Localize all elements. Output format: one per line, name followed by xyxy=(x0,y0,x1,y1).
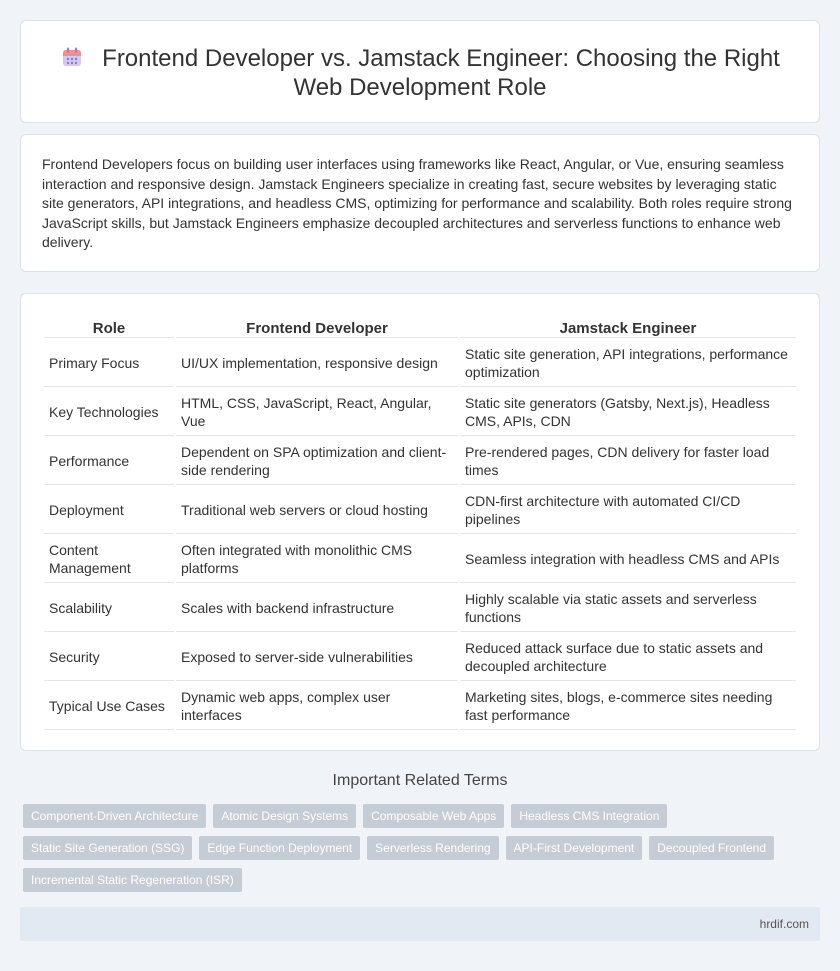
related-term-tag[interactable]: Atomic Design Systems xyxy=(213,804,356,828)
page-title xyxy=(21,44,819,102)
jamstack-cell: Marketing sites, blogs, e-commerce sites needing fast performance xyxy=(460,683,796,730)
jamstack-cell: Highly scalable via static assets and serverless functions xyxy=(460,585,796,632)
table-row xyxy=(44,536,796,583)
intro-card xyxy=(20,134,820,272)
row-label: Primary Focus xyxy=(44,340,174,387)
row-label: Scalability xyxy=(44,585,174,632)
comparison-card xyxy=(20,293,820,751)
table-row xyxy=(44,389,796,436)
frontend-cell: Scales with backend infrastructure xyxy=(176,585,458,632)
jamstack-cell: Reduced attack surface due to static assets and decoupled architecture xyxy=(460,634,796,681)
table-row xyxy=(44,683,796,730)
frontend-cell: Dependent on SPA optimization and client-side rendering xyxy=(176,438,458,485)
table-row xyxy=(44,438,796,485)
frontend-cell: Traditional web servers or cloud hosting xyxy=(176,487,458,534)
related-term-tag[interactable]: Edge Function Deployment xyxy=(199,836,360,860)
related-term-tag[interactable]: Incremental Static Regeneration (ISR) xyxy=(23,868,242,892)
calendar-icon xyxy=(60,45,84,69)
header-jamstack-engineer: Jamstack Engineer xyxy=(460,317,796,338)
table-row xyxy=(44,585,796,632)
frontend-cell: Dynamic web apps, complex user interfaces xyxy=(176,683,458,730)
row-label: Performance xyxy=(44,438,174,485)
title-card xyxy=(20,20,820,123)
comparison-table xyxy=(42,315,798,732)
table-header-row xyxy=(44,317,796,338)
header-role: Role xyxy=(44,317,174,338)
frontend-cell: Exposed to server-side vulnerabilities xyxy=(176,634,458,681)
related-term-tag[interactable]: Composable Web Apps xyxy=(363,804,504,828)
title-line-2: Web Development Role xyxy=(293,74,547,101)
related-terms-list xyxy=(23,804,803,900)
row-label: Content Management xyxy=(44,536,174,583)
related-term-tag[interactable]: API-First Development xyxy=(506,836,643,860)
table-row xyxy=(44,487,796,534)
frontend-cell: UI/UX implementation, responsive design xyxy=(176,340,458,387)
jamstack-cell: Static site generation, API integrations, performance optimization xyxy=(460,340,796,387)
related-term-tag[interactable]: Component-Driven Architecture xyxy=(23,804,206,828)
jamstack-cell: Pre-rendered pages, CDN delivery for faster load times xyxy=(460,438,796,485)
related-term-tag[interactable]: Headless CMS Integration xyxy=(511,804,667,828)
footer-site-link[interactable]: hrdif.com xyxy=(759,917,809,931)
related-term-tag[interactable]: Decoupled Frontend xyxy=(649,836,774,860)
row-label: Security xyxy=(44,634,174,681)
header-frontend-developer: Frontend Developer xyxy=(176,317,458,338)
intro-paragraph: Frontend Developers focus on building user interfaces using frameworks like React, Angular, or Vue, ensuring seamless interaction and responsive design. Jamstack Engineers specialize in creating fast, secure websites by leveraging static site generators, API integrations, and headless CMS, optimizing for performance and scalability. Both roles require strong JavaScript skills, but Jamstack Engineers emphasize decoupled architectures and serverless functions to enhance web delivery. xyxy=(42,156,792,250)
row-label: Deployment xyxy=(44,487,174,534)
jamstack-cell: CDN-first architecture with automated CI/CD pipelines xyxy=(460,487,796,534)
table-row xyxy=(44,340,796,387)
related-term-tag[interactable]: Static Site Generation (SSG) xyxy=(23,836,192,860)
table-row xyxy=(44,634,796,681)
title-line-1: Frontend Developer vs. Jamstack Engineer: Choosing the Right xyxy=(102,45,780,72)
related-term-tag[interactable]: Serverless Rendering xyxy=(367,836,498,860)
jamstack-cell: Seamless integration with headless CMS and APIs xyxy=(460,536,796,583)
frontend-cell: Often integrated with monolithic CMS platforms xyxy=(176,536,458,583)
row-label: Key Technologies xyxy=(44,389,174,436)
jamstack-cell: Static site generators (Gatsby, Next.js), Headless CMS, APIs, CDN xyxy=(460,389,796,436)
footer xyxy=(20,907,820,941)
frontend-cell: HTML, CSS, JavaScript, React, Angular, Vue xyxy=(176,389,458,436)
row-label: Typical Use Cases xyxy=(44,683,174,730)
related-terms-heading: Important Related Terms xyxy=(332,772,508,789)
